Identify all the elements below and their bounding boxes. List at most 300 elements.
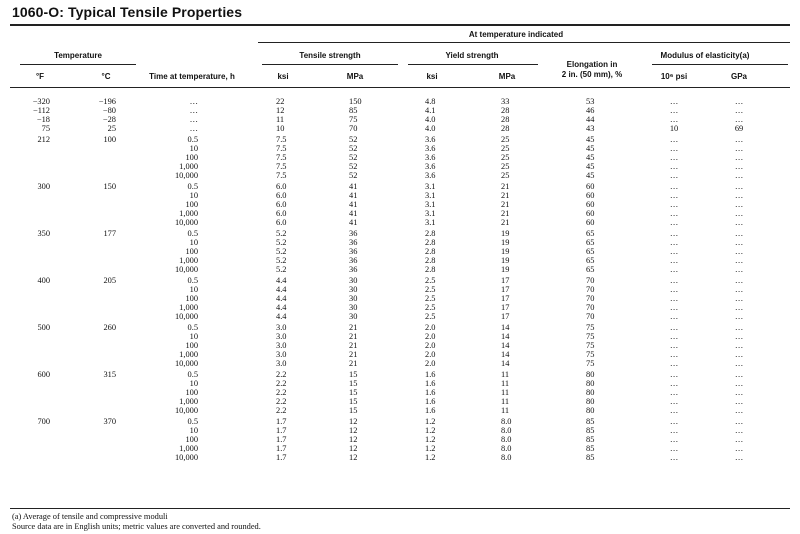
yield-mpa-cell: 25 <box>501 171 510 180</box>
tensile-ksi-cell: 6.0 <box>276 191 287 200</box>
tensile-mpa-cell: 15 <box>349 397 358 406</box>
yield-ksi-cell: 2.8 <box>425 265 436 274</box>
yield-ksi-cell: 3.1 <box>425 209 436 218</box>
modulus-psi-cell: … <box>669 312 679 321</box>
time-cell: 100 <box>185 153 198 162</box>
table-row <box>0 124 800 133</box>
temp-f-cell: −320 <box>32 97 50 106</box>
yield-ksi-cell: 3.6 <box>425 153 436 162</box>
modulus-psi-cell: … <box>669 341 679 350</box>
elongation-cell: 65 <box>586 256 595 265</box>
tensile-ksi-cell: 22 <box>276 97 285 106</box>
header-tensile-mpa: MPa <box>346 72 364 81</box>
yield-ksi-cell: 1.6 <box>425 406 436 415</box>
modulus-psi-cell: … <box>669 426 679 435</box>
yield-ksi-cell: 4.8 <box>425 97 436 106</box>
footnote-a: (a) Average of tensile and compressive moduli <box>12 512 168 521</box>
tensile-mpa-cell: 12 <box>349 435 358 444</box>
modulus-psi-cell: … <box>669 106 679 115</box>
tensile-mpa-cell: 36 <box>349 238 358 247</box>
tensile-mpa-cell: 70 <box>349 124 358 133</box>
table-row <box>0 191 800 200</box>
yield-mpa-cell: 11 <box>501 388 510 397</box>
tensile-ksi-cell: 5.2 <box>276 238 287 247</box>
tensile-ksi-cell: 7.5 <box>276 153 287 162</box>
tensile-mpa-cell: 36 <box>349 265 358 274</box>
yield-mpa-cell: 14 <box>501 332 510 341</box>
elongation-cell: 80 <box>586 397 595 406</box>
table-row <box>0 350 800 359</box>
temp-c-cell: −196 <box>98 97 116 106</box>
header-modulus: Modulus of elasticity(a) <box>660 51 750 60</box>
yield-ksi-cell: 2.5 <box>425 294 436 303</box>
elongation-cell: 70 <box>586 276 595 285</box>
tensile-mpa-cell: 41 <box>349 200 358 209</box>
modulus-gpa-cell: … <box>734 312 744 321</box>
yield-mpa-cell: 28 <box>501 115 510 124</box>
modulus-gpa-cell: … <box>734 106 744 115</box>
table-row <box>0 238 800 247</box>
modulus-psi-cell: … <box>669 294 679 303</box>
tensile-mpa-cell: 21 <box>349 332 358 341</box>
modulus-psi-cell: … <box>669 115 679 124</box>
elongation-cell: 85 <box>586 453 595 462</box>
modulus-psi-cell: … <box>669 370 679 379</box>
modulus-psi-cell: … <box>669 388 679 397</box>
yield-mpa-cell: 19 <box>501 238 510 247</box>
tensile-mpa-cell: 52 <box>349 153 358 162</box>
yield-mpa-cell: 11 <box>501 397 510 406</box>
tensile-ksi-cell: 6.0 <box>276 182 287 191</box>
header-temperature: Temperature <box>54 51 102 60</box>
modulus-gpa-cell: … <box>734 115 744 124</box>
table-row <box>0 341 800 350</box>
temp-c-cell: 260 <box>103 323 116 332</box>
time-cell: … <box>189 106 198 115</box>
modulus-psi-cell: … <box>669 153 679 162</box>
table-row <box>0 426 800 435</box>
header-yield-strength: Yield strength <box>445 51 499 60</box>
modulus-gpa-cell: … <box>734 144 744 153</box>
tensile-mpa-cell: 41 <box>349 218 358 227</box>
yield-ksi-cell: 3.6 <box>425 162 436 171</box>
temp-f-cell: 75 <box>41 124 50 133</box>
tensile-mpa-cell: 21 <box>349 359 358 368</box>
footnote-source: Source data are in English units; metric values are converted and rounded. <box>12 522 261 531</box>
time-cell: 10,000 <box>174 265 198 274</box>
elongation-cell: 70 <box>586 285 595 294</box>
elongation-cell: 45 <box>586 144 595 153</box>
table-row <box>0 312 800 321</box>
time-cell: 100 <box>185 341 198 350</box>
tensile-ksi-cell: 4.4 <box>276 276 287 285</box>
tensile-mpa-cell: 12 <box>349 417 358 426</box>
modulus-psi-cell: … <box>669 323 679 332</box>
yield-ksi-cell: 2.5 <box>425 312 436 321</box>
yield-mpa-cell: 8.0 <box>501 417 512 426</box>
modulus-gpa-cell: … <box>734 350 744 359</box>
time-cell: 100 <box>185 294 198 303</box>
time-cell: 100 <box>185 247 198 256</box>
tensile-ksi-cell: 4.4 <box>276 312 287 321</box>
yield-ksi-cell: 3.6 <box>425 171 436 180</box>
time-cell: 10,000 <box>174 171 198 180</box>
group-rule <box>258 42 790 43</box>
yield-mpa-cell: 14 <box>501 359 510 368</box>
temp-f-cell: 300 <box>37 182 50 191</box>
page-title: 1060-O: Typical Tensile Properties <box>12 4 243 20</box>
modulus-psi-cell: 10 <box>669 124 679 133</box>
yield-mpa-cell: 17 <box>501 294 510 303</box>
table-row <box>0 171 800 180</box>
tensile-mpa-cell: 15 <box>349 379 358 388</box>
yield-ksi-cell: 4.0 <box>425 115 436 124</box>
modulus-psi-cell: … <box>669 350 679 359</box>
yield-ksi-cell: 1.2 <box>425 435 436 444</box>
subgroup-rule-tensile <box>262 64 398 65</box>
table-row <box>0 218 800 227</box>
time-cell: 10,000 <box>174 312 198 321</box>
tensile-mpa-cell: 75 <box>349 115 358 124</box>
time-cell: 10 <box>189 379 198 388</box>
table-row <box>0 370 800 379</box>
time-cell: 1,000 <box>179 350 198 359</box>
header-yield-ksi: ksi <box>426 72 438 81</box>
yield-mpa-cell: 21 <box>501 200 510 209</box>
elongation-cell: 80 <box>586 379 595 388</box>
table-row <box>0 247 800 256</box>
elongation-cell: 60 <box>586 182 595 191</box>
tensile-mpa-cell: 21 <box>349 323 358 332</box>
modulus-gpa-cell: … <box>734 256 744 265</box>
time-cell: 10 <box>189 144 198 153</box>
elongation-cell: 65 <box>586 238 595 247</box>
modulus-psi-cell: … <box>669 332 679 341</box>
time-cell: … <box>189 124 198 133</box>
elongation-cell: 53 <box>586 97 595 106</box>
temp-c-cell: 315 <box>103 370 116 379</box>
table-row <box>0 359 800 368</box>
time-cell: 0.5 <box>187 182 198 191</box>
time-cell: 1,000 <box>179 397 198 406</box>
yield-mpa-cell: 21 <box>501 191 510 200</box>
tensile-mpa-cell: 15 <box>349 388 358 397</box>
table-row <box>0 115 800 124</box>
yield-mpa-cell: 28 <box>501 124 510 133</box>
modulus-gpa-cell: … <box>734 209 744 218</box>
time-cell: 0.5 <box>187 417 198 426</box>
elongation-cell: 75 <box>586 341 595 350</box>
tensile-ksi-cell: 3.0 <box>276 350 287 359</box>
tensile-ksi-cell: 5.2 <box>276 265 287 274</box>
tensile-ksi-cell: 7.5 <box>276 162 287 171</box>
top-rule <box>10 24 790 26</box>
yield-ksi-cell: 3.1 <box>425 200 436 209</box>
temp-f-cell: 600 <box>37 370 50 379</box>
time-cell: 10,000 <box>174 359 198 368</box>
tensile-ksi-cell: 3.0 <box>276 359 287 368</box>
modulus-gpa-cell: … <box>734 182 744 191</box>
modulus-gpa-cell: … <box>734 444 744 453</box>
elongation-cell: 65 <box>586 265 595 274</box>
tensile-ksi-cell: 2.2 <box>276 388 287 397</box>
yield-ksi-cell: 2.0 <box>425 332 436 341</box>
table-row <box>0 453 800 462</box>
elongation-cell: 43 <box>586 124 595 133</box>
yield-mpa-cell: 25 <box>501 162 510 171</box>
modulus-psi-cell: … <box>669 303 679 312</box>
yield-mpa-cell: 25 <box>501 153 510 162</box>
yield-mpa-cell: 8.0 <box>501 444 512 453</box>
time-cell: 100 <box>185 388 198 397</box>
tensile-ksi-cell: 4.4 <box>276 285 287 294</box>
yield-mpa-cell: 14 <box>501 341 510 350</box>
time-cell: 1,000 <box>179 162 198 171</box>
modulus-gpa-cell: … <box>734 332 744 341</box>
tensile-mpa-cell: 30 <box>349 303 358 312</box>
modulus-psi-cell: … <box>669 97 679 106</box>
modulus-psi-cell: … <box>669 200 679 209</box>
header-deg-f: °F <box>35 72 45 81</box>
elongation-cell: 80 <box>586 370 595 379</box>
modulus-gpa-cell: … <box>734 453 744 462</box>
yield-mpa-cell: 28 <box>501 106 510 115</box>
tensile-ksi-cell: 2.2 <box>276 370 287 379</box>
modulus-gpa-cell: … <box>734 276 744 285</box>
table-row <box>0 106 800 115</box>
yield-ksi-cell: 2.5 <box>425 303 436 312</box>
time-cell: 100 <box>185 200 198 209</box>
header-deg-c: °C <box>101 72 111 81</box>
table-row <box>0 332 800 341</box>
modulus-gpa-cell: … <box>734 191 744 200</box>
data-table-body <box>0 97 800 462</box>
group-header-at-temperature: At temperature indicated <box>468 30 564 39</box>
tensile-ksi-cell: 5.2 <box>276 247 287 256</box>
tensile-mpa-cell: 12 <box>349 426 358 435</box>
yield-ksi-cell: 3.6 <box>425 135 436 144</box>
modulus-psi-cell: … <box>669 191 679 200</box>
temp-f-cell: 400 <box>37 276 50 285</box>
temp-f-cell: 700 <box>37 417 50 426</box>
tensile-mpa-cell: 12 <box>349 444 358 453</box>
tensile-mpa-cell: 30 <box>349 294 358 303</box>
tensile-mpa-cell: 36 <box>349 256 358 265</box>
time-cell: 100 <box>185 435 198 444</box>
modulus-psi-cell: … <box>669 379 679 388</box>
yield-ksi-cell: 1.2 <box>425 453 436 462</box>
header-bottom-rule <box>10 87 790 88</box>
tensile-ksi-cell: 1.7 <box>276 426 287 435</box>
table-row <box>0 379 800 388</box>
modulus-gpa-cell: … <box>734 417 744 426</box>
modulus-gpa-cell: … <box>734 341 744 350</box>
yield-mpa-cell: 14 <box>501 323 510 332</box>
temp-f-cell: 350 <box>37 229 50 238</box>
table-row <box>0 265 800 274</box>
yield-ksi-cell: 2.8 <box>425 247 436 256</box>
tensile-mpa-cell: 15 <box>349 406 358 415</box>
tensile-ksi-cell: 5.2 <box>276 256 287 265</box>
yield-ksi-cell: 2.5 <box>425 276 436 285</box>
modulus-psi-cell: … <box>669 171 679 180</box>
table-row <box>0 417 800 426</box>
modulus-gpa-cell: … <box>734 153 744 162</box>
temp-f-cell: 500 <box>37 323 50 332</box>
time-cell: 0.5 <box>187 370 198 379</box>
table-row <box>0 388 800 397</box>
tensile-ksi-cell: 2.2 <box>276 397 287 406</box>
tensile-mpa-cell: 85 <box>349 106 358 115</box>
tensile-mpa-cell: 15 <box>349 370 358 379</box>
yield-ksi-cell: 1.6 <box>425 397 436 406</box>
table-row <box>0 97 800 106</box>
yield-mpa-cell: 25 <box>501 144 510 153</box>
tensile-ksi-cell: 12 <box>276 106 285 115</box>
tensile-mpa-cell: 52 <box>349 162 358 171</box>
modulus-psi-cell: … <box>669 276 679 285</box>
modulus-gpa-cell: … <box>734 388 744 397</box>
header-time: Time at temperature, h <box>149 72 235 81</box>
header-elongation-2: 2 in. (50 mm), % <box>561 70 623 79</box>
yield-mpa-cell: 8.0 <box>501 435 512 444</box>
yield-mpa-cell: 14 <box>501 350 510 359</box>
yield-ksi-cell: 4.0 <box>425 124 436 133</box>
time-cell: 1,000 <box>179 444 198 453</box>
yield-mpa-cell: 19 <box>501 265 510 274</box>
temp-c-cell: 205 <box>103 276 116 285</box>
yield-ksi-cell: 1.2 <box>425 426 436 435</box>
temp-c-cell: 25 <box>107 124 116 133</box>
tensile-ksi-cell: 1.7 <box>276 417 287 426</box>
tensile-ksi-cell: 11 <box>276 115 285 124</box>
elongation-cell: 70 <box>586 312 595 321</box>
time-cell: … <box>189 97 198 106</box>
tensile-ksi-cell: 6.0 <box>276 218 287 227</box>
elongation-cell: 45 <box>586 162 595 171</box>
yield-mpa-cell: 11 <box>501 406 510 415</box>
yield-ksi-cell: 2.0 <box>425 323 436 332</box>
table-row <box>0 200 800 209</box>
modulus-psi-cell: … <box>669 453 679 462</box>
time-cell: 1,000 <box>179 303 198 312</box>
time-cell: 1,000 <box>179 256 198 265</box>
modulus-gpa-cell: … <box>734 379 744 388</box>
table-row <box>0 444 800 453</box>
header-tensile-ksi: ksi <box>277 72 289 81</box>
tensile-mpa-cell: 52 <box>349 171 358 180</box>
table-row <box>0 135 800 144</box>
time-cell: 0.5 <box>187 323 198 332</box>
yield-ksi-cell: 3.6 <box>425 144 436 153</box>
tensile-mpa-cell: 30 <box>349 312 358 321</box>
yield-mpa-cell: 25 <box>501 135 510 144</box>
elongation-cell: 45 <box>586 153 595 162</box>
modulus-psi-cell: … <box>669 135 679 144</box>
table-row <box>0 323 800 332</box>
elongation-cell: 70 <box>586 294 595 303</box>
modulus-gpa-cell: … <box>734 247 744 256</box>
elongation-cell: 85 <box>586 435 595 444</box>
modulus-gpa-cell: … <box>734 218 744 227</box>
header-elongation-1: Elongation in <box>566 60 618 69</box>
table-row <box>0 229 800 238</box>
yield-mpa-cell: 21 <box>501 218 510 227</box>
yield-mpa-cell: 17 <box>501 303 510 312</box>
table-row <box>0 406 800 415</box>
yield-ksi-cell: 1.6 <box>425 388 436 397</box>
tensile-ksi-cell: 2.2 <box>276 406 287 415</box>
temp-f-cell: −18 <box>36 115 50 124</box>
time-cell: 10 <box>189 238 198 247</box>
yield-ksi-cell: 4.1 <box>425 106 436 115</box>
temp-c-cell: 150 <box>103 182 116 191</box>
modulus-gpa-cell: … <box>734 265 744 274</box>
elongation-cell: 46 <box>586 106 595 115</box>
yield-mpa-cell: 17 <box>501 285 510 294</box>
modulus-gpa-cell: … <box>734 285 744 294</box>
time-cell: 0.5 <box>187 276 198 285</box>
tensile-mpa-cell: 21 <box>349 341 358 350</box>
header-modulus-psi: 10⁶ psi <box>660 72 688 81</box>
tensile-mpa-cell: 30 <box>349 285 358 294</box>
table-row <box>0 435 800 444</box>
yield-ksi-cell: 2.0 <box>425 359 436 368</box>
tensile-ksi-cell: 6.0 <box>276 200 287 209</box>
elongation-cell: 80 <box>586 406 595 415</box>
elongation-cell: 85 <box>586 417 595 426</box>
modulus-gpa-cell: … <box>734 171 744 180</box>
modulus-psi-cell: … <box>669 256 679 265</box>
tensile-ksi-cell: 7.5 <box>276 144 287 153</box>
time-cell: 10,000 <box>174 453 198 462</box>
modulus-gpa-cell: … <box>734 303 744 312</box>
yield-ksi-cell: 1.2 <box>425 417 436 426</box>
header-yield-mpa: MPa <box>498 72 516 81</box>
tensile-ksi-cell: 1.7 <box>276 453 287 462</box>
elongation-cell: 44 <box>586 115 595 124</box>
modulus-gpa-cell: … <box>734 323 744 332</box>
temp-f-cell: −112 <box>33 106 50 115</box>
elongation-cell: 65 <box>586 247 595 256</box>
modulus-psi-cell: … <box>669 238 679 247</box>
temp-c-cell: 177 <box>103 229 116 238</box>
yield-ksi-cell: 2.0 <box>425 350 436 359</box>
elongation-cell: 60 <box>586 209 595 218</box>
modulus-psi-cell: … <box>669 406 679 415</box>
modulus-gpa-cell: … <box>734 435 744 444</box>
yield-ksi-cell: 2.0 <box>425 341 436 350</box>
tensile-mpa-cell: 21 <box>349 350 358 359</box>
tensile-ksi-cell: 3.0 <box>276 341 287 350</box>
modulus-psi-cell: … <box>669 218 679 227</box>
modulus-psi-cell: … <box>669 229 679 238</box>
yield-ksi-cell: 1.6 <box>425 379 436 388</box>
yield-ksi-cell: 2.8 <box>425 229 436 238</box>
modulus-psi-cell: … <box>669 182 679 191</box>
subgroup-rule-modulus <box>652 64 788 65</box>
table-bottom-rule <box>10 508 790 509</box>
header-tensile-strength: Tensile strength <box>299 51 361 60</box>
modulus-psi-cell: … <box>669 417 679 426</box>
table-row <box>0 144 800 153</box>
table-row <box>0 182 800 191</box>
table-row <box>0 162 800 171</box>
tensile-mpa-cell: 41 <box>349 191 358 200</box>
elongation-cell: 45 <box>586 171 595 180</box>
yield-mpa-cell: 19 <box>501 256 510 265</box>
yield-ksi-cell: 3.1 <box>425 182 436 191</box>
